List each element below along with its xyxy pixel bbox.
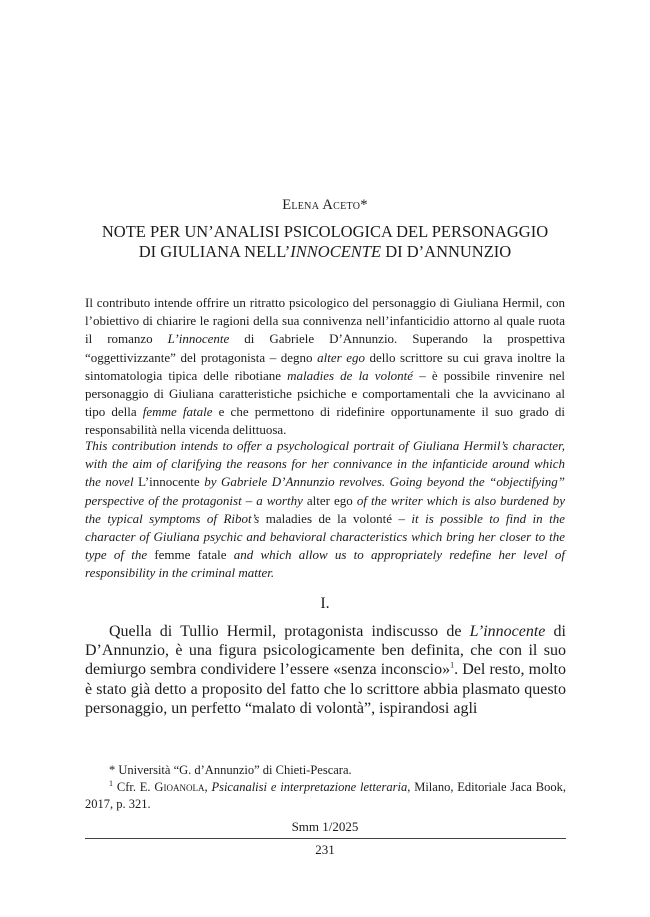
abstract-en-text: This contribution intends to offer a psychological portrait of Giuliana Hermil’s character, with the aim of clarifying the reasons for her connivance in the infanticide around which the novel	[85, 438, 565, 490]
journal-issue: Smm 1/2025	[291, 819, 359, 834]
title-work-name: INNOCENTE	[290, 242, 382, 261]
abstract-it-emphasis: femme fatale	[142, 404, 213, 420]
page-number: 231	[315, 842, 335, 857]
abstract-it-text: – è possibile rinvenire nel personaggio di Giuliana caratteristiche psichiche e comportamentali che la avvicinano al tipo della	[85, 367, 565, 420]
author-name: Elena Aceto*	[282, 197, 368, 213]
section-heading: I.	[320, 595, 330, 612]
abstract-en-upright: L’innocente	[138, 474, 200, 490]
title-line-1: NOTE PER UN’ANALISI PSICOLOGICA DEL PERSONAGGIO	[101, 222, 549, 241]
abstract-en-text: of the writer which is also burdened by the typical symptoms of Ribot’s	[85, 492, 565, 526]
footnote-affiliation: * Università “G. d’Annunzio” di Chieti-Pescara.	[109, 763, 352, 777]
abstract-it-emphasis: maladies de la volonté	[287, 367, 414, 383]
abstract-english	[85, 437, 565, 583]
body-text: . Del resto, molto è stato già detto a proposito del fatto che lo scrittore abbia plasmato questo personaggio, un perfetto “malato di volontà”, ispirandosi agli	[85, 661, 567, 717]
title-line-2-start: DI GIULIANA NELL’	[138, 242, 291, 261]
title-line-2	[60, 242, 590, 262]
abstract-italian	[85, 294, 565, 440]
abstract-en-upright: maladies de la volonté	[265, 510, 393, 526]
body-paragraph	[85, 622, 566, 718]
footnote-text: ,	[204, 780, 212, 794]
abstract-en-text: by Gabriele D’Annunzio revolves. Going beyond the “objectifying” perspective of the protagonist – a worthy	[85, 474, 565, 508]
footer-rule	[85, 838, 566, 839]
footnote-work-title: Psicanalisi e interpretazione letteraria	[211, 780, 408, 794]
footnote-reference: 1	[450, 661, 455, 671]
abstract-en-text: – it is possible to find in the character of Giuliana psychic and behavioral characteristics which bring her closer to the type of the	[85, 510, 565, 563]
abstract-en-text: and which allow us to appropriately redefine her level of responsibility in the criminal matter.	[85, 547, 565, 581]
footnote-1	[85, 779, 566, 812]
body-text: Quella di Tullio Hermil, protagonista indiscusso de	[109, 623, 470, 640]
abstract-en-upright: alter ego	[306, 492, 353, 508]
abstract-it-emphasis: L’innocente	[167, 331, 230, 347]
abstract-en-upright: femme fatale	[154, 547, 227, 563]
abstract-it-text: Il contributo intende offrire un ritratto psicologico del personaggio di Giuliana Hermil, con l’obiettivo di chiarire le ragioni della sua connivenza nell’infanticidio attorno al quale ruota il romanzo	[85, 295, 565, 347]
abstract-it-emphasis: alter ego	[317, 349, 365, 365]
article-title	[60, 222, 590, 262]
body-text: di D’Annunzio, è una figura psicologicamente ben definita, che con il suo demiurgo sembra condividere l’essere «senza inconscio»	[85, 623, 566, 679]
abstract-it-text: e che permettono di ridefinire opportunamente il suo grado di responsabilità nella vicenda delittuosa.	[85, 404, 565, 438]
body-emphasis: L’innocente	[469, 623, 546, 640]
footnote-number: 1	[109, 778, 113, 788]
abstract-it-text: dello scrittore su cui grava inoltre la sintomatologia tipica delle ribotiane	[85, 349, 565, 383]
footnote-text: , Milano, Editoriale Jaca Book, 2017, p. 321.	[85, 780, 567, 811]
title-line-2-end: DI D’ANNUNZIO	[381, 242, 512, 261]
footnote-text: Cfr. E.	[113, 780, 155, 794]
abstract-it-text: di Gabriele D’Annunzio. Superando la prospettiva “oggettivizzante” del protagonista – degno	[85, 331, 565, 365]
footnote-author: Gioanola	[154, 780, 205, 794]
